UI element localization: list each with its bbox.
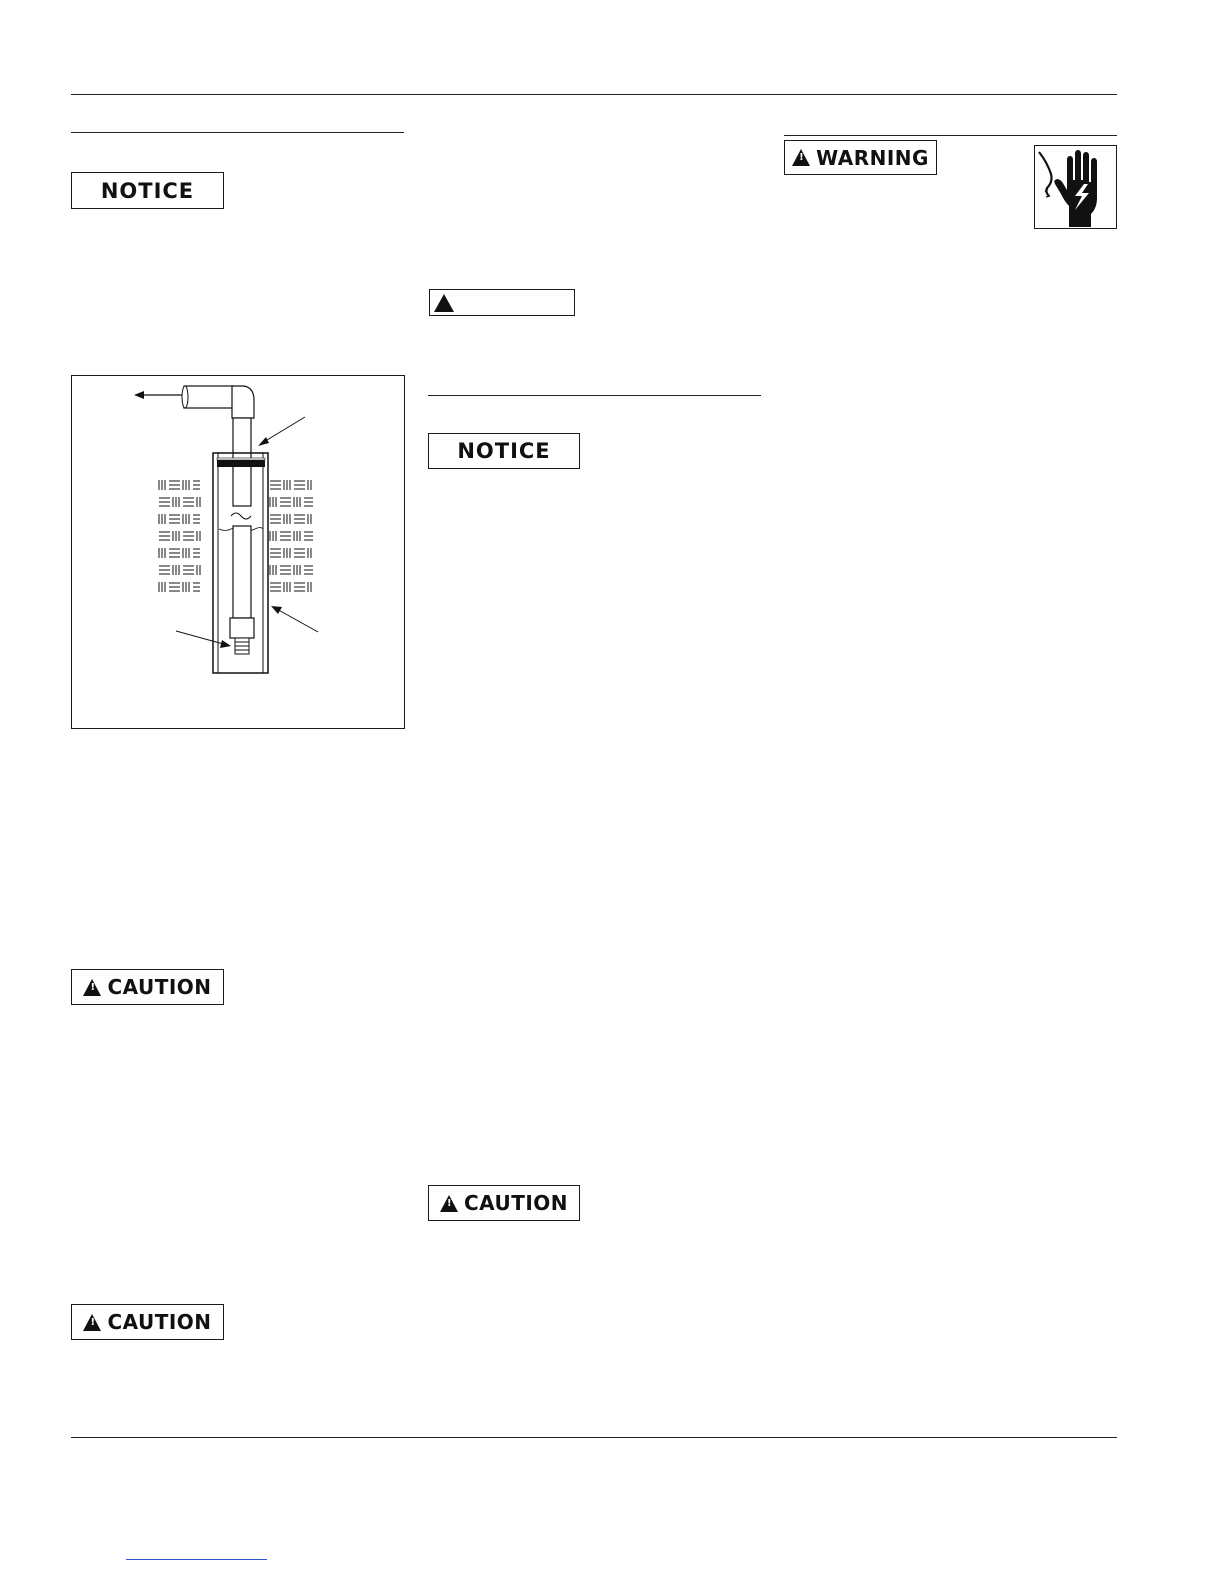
warning-triangle-icon [83,1314,101,1331]
pointer-arrow-casing [275,608,318,632]
pointer-arrow-pipe [262,417,305,443]
shock-hand-drawing [1035,146,1115,227]
caution-box-2 [71,1304,224,1340]
notice-label: NOTICE [100,178,195,203]
pipe-elbow [232,386,254,418]
notice-box-1 [71,172,224,209]
caution-label: CAUTION [107,1310,212,1334]
caution-label: CAUTION [107,975,212,999]
discharge-arrowhead [134,391,144,399]
caution-box-1 [71,969,224,1005]
electric-shock-hand-icon [1034,145,1117,229]
well-pump-diagram [72,376,403,727]
warning-triangle-icon [433,293,455,313]
section-rule-col3 [784,135,1117,136]
caution-box-3 [428,1185,580,1221]
drop-pipe-lower [233,526,251,618]
section-rule-col2 [428,395,761,396]
discharge-pipe [184,386,234,408]
well-pump-figure [71,375,405,729]
pipe-end [182,386,188,408]
caution-box-blank [429,289,575,316]
header-rule [71,94,1117,95]
soil-hatch-right [270,480,313,592]
notice-label: NOTICE [457,439,551,463]
warning-triangle-icon [83,979,101,996]
soil-hatch-left [159,480,200,592]
warning-box [784,140,937,175]
caution-label: CAUTION [463,1191,569,1215]
section-rule-col1 [71,132,404,133]
warning-label: WARNING [816,145,929,170]
pointer-arrow-pump [176,631,227,645]
pump-body [230,618,254,638]
warning-triangle-icon [792,149,810,166]
well-seal [217,460,265,467]
footer-rule [71,1437,1117,1438]
warning-triangle-icon [440,1195,458,1212]
footer-link-underline[interactable] [126,1559,267,1560]
notice-box-2 [428,433,580,469]
